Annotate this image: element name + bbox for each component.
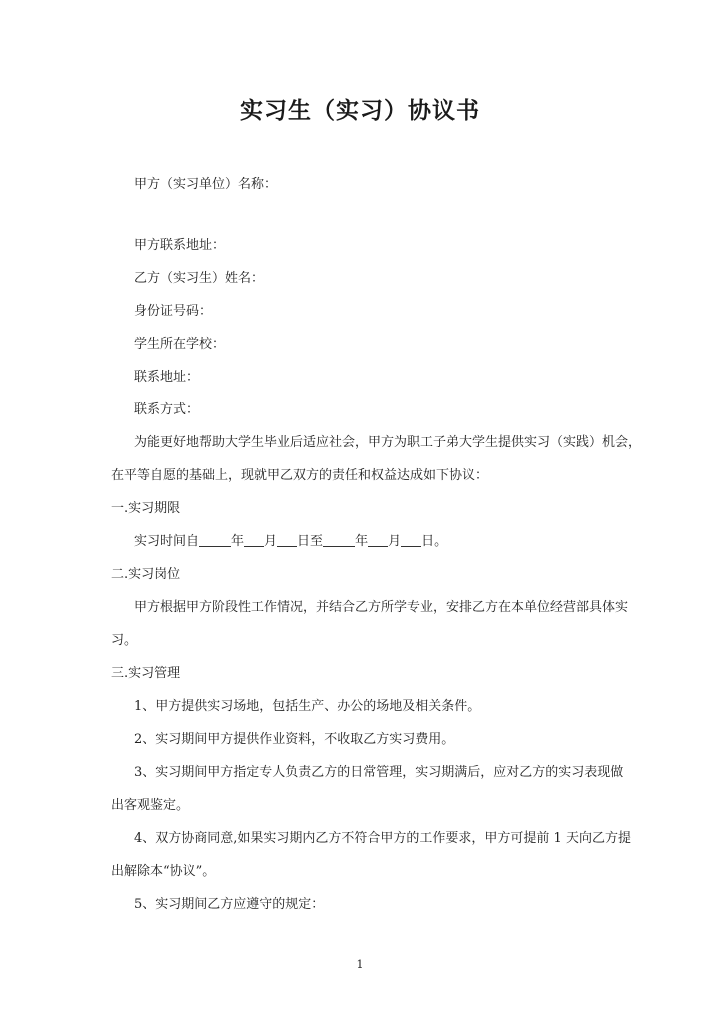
id-number-field: 身份证号码： (134, 304, 213, 319)
section-3-item-1: 1、甲方提供实习场地，包括生产、办公的场地及相关条件。 (134, 699, 481, 714)
intro-line-1: 为能更好地帮助大学生毕业后适应社会，甲方为职工子弟大学生提供实习（实践）机会， (134, 435, 642, 450)
page-number: 1 (356, 958, 364, 971)
section-2-line-1: 甲方根据甲方阶段性工作情况，并结合乙方所学专业，安排乙方在本单位经营部具体实 (134, 600, 629, 615)
party-b-name-field: 乙方（实习生）姓名： (134, 271, 265, 286)
day-to-label: 日至 (297, 534, 324, 549)
year-label-2: 年 (355, 534, 369, 549)
section-3-heading: 三.实习管理 (111, 666, 181, 681)
end-day-blank (401, 533, 421, 547)
address-field: 联系地址： (134, 370, 200, 385)
year-label: 年 (231, 534, 245, 549)
start-month-blank (244, 533, 264, 547)
start-year-blank (199, 533, 231, 547)
party-a-name-field: 甲方（实习单位）名称： (134, 177, 278, 192)
document-title: 实习生（实习）协议书 (240, 98, 480, 124)
month-label: 月 (264, 534, 278, 549)
section-1-heading: 一.实习期限 (111, 501, 181, 516)
party-a-address-field: 甲方联系地址： (134, 238, 226, 253)
month-label-2: 月 (388, 534, 402, 549)
school-field: 学生所在学校： (134, 337, 226, 352)
section-3-item-3-line-1: 3、实习期间甲方指定专人负责乙方的日常管理，实习期满后，应对乙方的实习表现做 (134, 765, 624, 780)
section-3-item-4-line-2: 出解除本“协议”。 (111, 864, 216, 879)
internship-period-line (134, 533, 447, 551)
start-day-blank (277, 533, 297, 547)
section-2-line-2: 习。 (111, 633, 138, 648)
end-year-blank (323, 533, 355, 547)
period-text-start: 实习时间自 (134, 534, 200, 549)
intro-line-2: 在平等自愿的基础上，现就甲乙双方的责任和权益达成如下协议： (111, 468, 489, 483)
contact-field: 联系方式： (134, 402, 200, 417)
section-3-item-4-line-1: 4、双方协商同意,如果实习期内乙方不符合甲方的工作要求，甲方可提前 1 天向乙方提 (134, 831, 631, 846)
end-month-blank (368, 533, 388, 547)
section-3-item-3-line-2: 出客观鉴定。 (111, 798, 190, 813)
section-3-item-2: 2、实习期间甲方提供作业资料，不收取乙方实习费用。 (134, 732, 455, 747)
section-3-item-5: 5、实习期间乙方应遵守的规定： (134, 897, 325, 912)
section-2-heading: 二.实习岗位 (111, 567, 181, 582)
day-end-label: 日。 (421, 534, 448, 549)
